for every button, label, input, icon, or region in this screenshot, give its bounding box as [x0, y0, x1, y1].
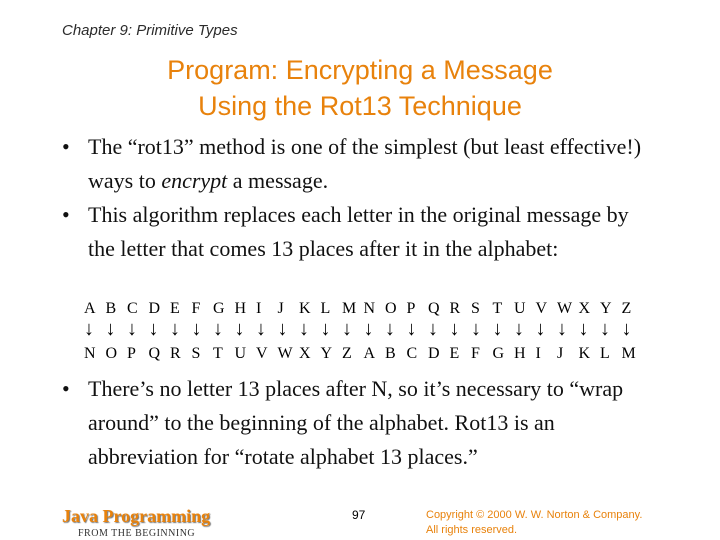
rotated-letter: U — [234, 345, 247, 362]
rotated-letter: D — [428, 345, 440, 362]
alphabet-letter: N — [363, 300, 376, 317]
copyright-notice — [426, 508, 642, 538]
book-subtitle: FROM THE BEGINNING — [78, 528, 196, 539]
down-arrow-icon: ↓ — [492, 318, 503, 340]
bullet-dot: • — [62, 376, 70, 401]
arrow-row — [84, 318, 664, 341]
down-arrow-icon: ↓ — [471, 318, 481, 340]
rotated-letter: B — [385, 345, 396, 362]
down-arrow-icon: ↓ — [406, 318, 417, 340]
rotated-letter: X — [299, 345, 311, 362]
rotated-letter: M — [621, 345, 636, 362]
alphabet-letter: I — [256, 300, 262, 317]
alphabet-letter: J — [277, 300, 284, 317]
rotated-letter: K — [578, 345, 591, 362]
down-arrow-icon: ↓ — [256, 318, 266, 340]
alphabet-letter: V — [535, 300, 548, 317]
bullet-text-part: The “rot13” method is one of the simplest (but least effective!) ways to — [88, 134, 642, 193]
alphabet-letter: U — [514, 300, 526, 317]
rotated-letter: H — [514, 345, 526, 362]
down-arrow-icon: ↓ — [385, 318, 395, 340]
down-arrow-icon: ↓ — [148, 318, 159, 340]
down-arrow-icon: ↓ — [600, 318, 610, 340]
alphabet-letter: Q — [428, 300, 440, 317]
down-arrow-icon: ↓ — [84, 318, 94, 340]
rotated-letter: J — [557, 345, 564, 362]
rotated-letter: Y — [320, 345, 333, 362]
book-title: Java Programming — [62, 506, 211, 526]
rotated-letter: E — [449, 345, 460, 362]
bullet-text: There’s no letter 13 places after N, so it’s necessary to “wrap around” to the beginning of the alphabet. Rot13 is an abbreviation for “rotate alphabet 13 places.” — [88, 376, 624, 469]
alphabet-letter: Z — [621, 300, 632, 317]
down-arrow-icon: ↓ — [621, 318, 632, 340]
down-arrow-icon: ↓ — [514, 318, 524, 340]
alphabet-letter: L — [320, 300, 331, 317]
rotated-letter: O — [105, 345, 118, 362]
slide-title-line-2: Using the Rot13 Technique — [198, 91, 522, 121]
down-arrow-icon: ↓ — [557, 318, 567, 340]
rotated-letter: G — [492, 345, 505, 362]
down-arrow-icon: ↓ — [105, 318, 116, 340]
rotated-letter: V — [256, 345, 268, 362]
down-arrow-icon: ↓ — [170, 318, 180, 340]
bullet-text — [88, 130, 658, 198]
down-arrow-icon: ↓ — [428, 318, 438, 340]
down-arrow-icon: ↓ — [320, 318, 331, 340]
alphabet-letter: X — [578, 300, 591, 317]
rotated-letter: C — [406, 345, 418, 362]
rotated-letter: T — [213, 345, 223, 362]
alphabet-row — [84, 300, 664, 318]
bullet-dot: • — [62, 202, 70, 227]
down-arrow-icon: ↓ — [234, 318, 245, 340]
alphabet-letter: M — [342, 300, 357, 317]
alphabet-letter: G — [213, 300, 225, 317]
alphabet-letter: O — [385, 300, 397, 317]
down-arrow-icon: ↓ — [127, 318, 137, 340]
rotated-letter: S — [191, 345, 201, 362]
alphabet-letter: D — [148, 300, 161, 317]
alphabet-letter: R — [449, 300, 461, 317]
slide-title — [0, 52, 720, 124]
bullet-emphasis: encrypt — [161, 168, 228, 193]
bullet-text: This algorithm replaces each letter in the original message by the letter that comes 13 places after it in the alphabet: — [88, 202, 629, 261]
alphabet-letter: B — [105, 300, 117, 317]
down-arrow-icon: ↓ — [449, 318, 460, 340]
rotated-letter: F — [471, 345, 480, 362]
rotated-letter: I — [535, 345, 541, 362]
down-arrow-icon: ↓ — [578, 318, 589, 340]
chapter-label: Chapter 9: Primitive Types — [62, 22, 238, 39]
down-arrow-icon: ↓ — [363, 318, 374, 340]
alphabet-letter: Y — [600, 300, 612, 317]
alphabet-letter: C — [127, 300, 138, 317]
rotated-letter: W — [277, 345, 293, 362]
bullet-dot: • — [62, 134, 70, 159]
down-arrow-icon: ↓ — [342, 318, 352, 340]
slide-title-line-1: Program: Encrypting a Message — [167, 55, 553, 85]
down-arrow-icon: ↓ — [277, 318, 288, 340]
alphabet-letter: P — [406, 300, 416, 317]
alphabet-letter: F — [191, 300, 201, 317]
rotated-letter: Z — [342, 345, 352, 362]
bullet-text-part: a message. — [227, 168, 329, 193]
alphabet-letter: T — [492, 300, 503, 317]
alphabet-letter: A — [84, 300, 96, 317]
rotated-letter: L — [600, 345, 610, 362]
alphabet-letter: E — [170, 300, 180, 317]
rotated-letter: P — [127, 345, 136, 362]
rotated-letter: N — [84, 345, 96, 362]
page-number: 97 — [352, 508, 366, 522]
rotated-letter: A — [363, 345, 376, 362]
down-arrow-icon: ↓ — [191, 318, 202, 340]
alphabet-letter: H — [234, 300, 247, 317]
rotated-letter: R — [170, 345, 181, 362]
copyright-line: All rights reserved. — [426, 524, 518, 536]
alphabet-letter: W — [557, 300, 573, 317]
rotated-letter: Q — [148, 345, 161, 362]
down-arrow-icon: ↓ — [213, 318, 223, 340]
down-arrow-icon: ↓ — [299, 318, 309, 340]
copyright-line: Copyright © 2000 W. W. Norton & Company. — [426, 509, 643, 521]
rotated-alphabet-row — [84, 345, 664, 363]
alphabet-letter: S — [471, 300, 480, 317]
down-arrow-icon: ↓ — [535, 318, 546, 340]
alphabet-letter: K — [299, 300, 311, 317]
